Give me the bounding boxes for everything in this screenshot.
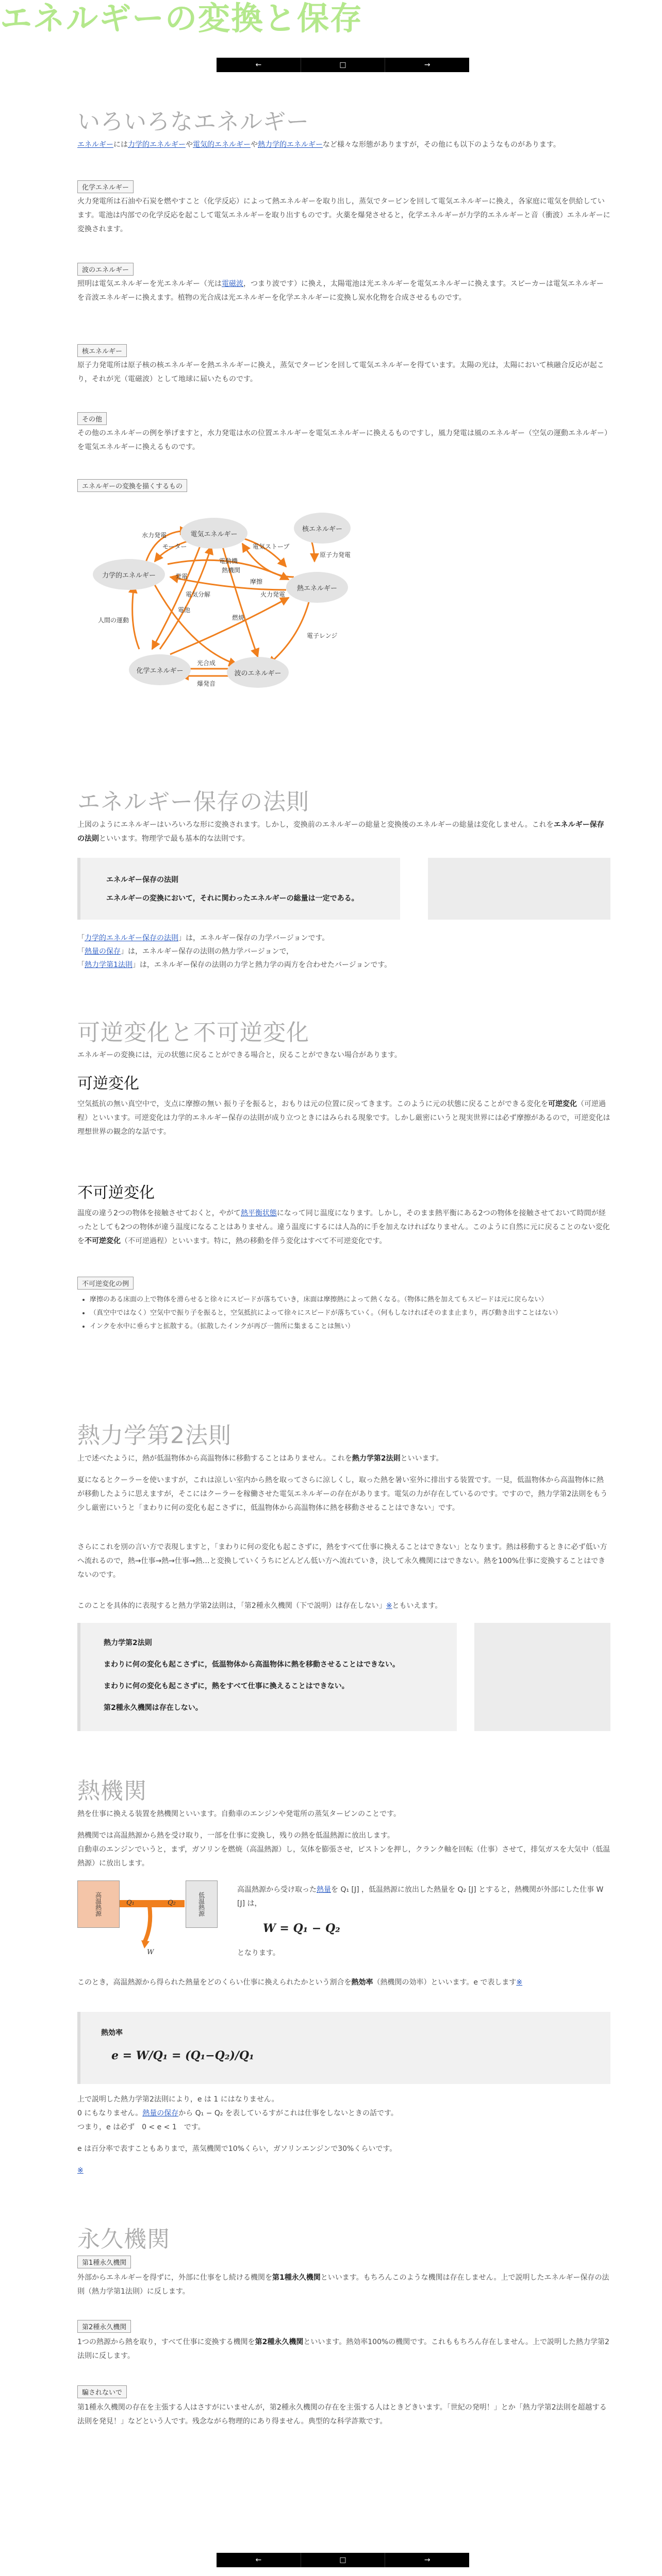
nav-home-button[interactable]: □ xyxy=(301,58,386,72)
conservation-refs: 「力学的エネルギー保存の法則」は，エネルギー保存の力学バージョンです。 「熱量の保存」は，エネルギー保存の法則の熱力学バージョンで， 「熱力学第1法則」は，エネルギー保存の法則の力学と熱力学の両方を合わせたバージョンです。 xyxy=(77,934,392,969)
section-title-perpetual: 永久機関 xyxy=(77,2226,170,2252)
second-law-p2: 夏になるとクーラーを使いますが，これは涼しい室内から熱を取ってさらに涼しくし，取った熱を暑い室外に排出する装置です。一見，低温物体から高温物体に熱が移動したように思えますが，そこにはクーラーを稼働させた電気エネルギーの存在があります。電気の力が存在しているのです。ですので，熱力学第2法則をもう少し厳密にいうと「まわりに何の変化も起こさずに，低温物体から高温物体に熱を移動させることはできない」です。 xyxy=(77,1476,608,1512)
heat-engine-side-tail: となります。 xyxy=(237,1949,280,1957)
wave-energy-text: 照明は電気エネルギーを光エネルギー（光は電磁波，つまり波です）に換え，太陽電池は光エネルギーを電気エネルギーに換えます。スピーカーは電気エネルギーを音波エネルギーに換えます。植物の光合成は光エネルギーを化学エネルギーに変換し炭水化物を合成させるものです。 xyxy=(77,280,604,302)
nav-prev-button[interactable]: ← xyxy=(217,58,301,72)
label-electric-stove: 電気ストーブ xyxy=(253,543,290,550)
formula-work: W = Q₁ − Q₂ xyxy=(263,1922,340,1935)
tag-energy-diagram: エネルギーの変換を描くするもの xyxy=(77,479,187,492)
tag-chemical-energy: 化学エネルギー xyxy=(77,180,134,193)
irreversible-text: 温度の違う2つの物体を接触させておくと，やがて熱平衡状態になって同じ温度になります。しかし，そのまま熱平衡にある2つの物体を接触させておいて時間が経ったとしても2つの物体が違う温度になることはありません。違う温度にするには人為的に手を加えなければなりません。このように自然に元に戻ることのない変化を不可逆変化（不可逆過程）といいます。特に，熱の移動を伴う変化はすべて不可逆変化です。 xyxy=(77,1209,610,1245)
node-nuclear-energy: 核エネルギー xyxy=(294,513,351,544)
section-title-conservation: エネルギー保存の法則 xyxy=(77,789,309,815)
node-electrical-energy: 電気エネルギー xyxy=(180,518,247,549)
second-law-p4: このことを具体的に表現すると熱力学第2法則は，「第2種永久機関（下で説明）は存在しない」※ともいえます。 xyxy=(77,1602,442,1610)
efficiency-formula: e = W/Q₁ = (Q₁−Q₂)/Q₁ xyxy=(111,2049,254,2062)
node-chemical-energy: 化学エネルギー xyxy=(129,654,191,685)
heat-engine-side-text: 高温熱源から受け取った熱量を Q₁ [J] ，低温熱源に放出した熱量を Q₂ [J] とすると，熱機関が外部にした仕事 W [J] は， xyxy=(237,1886,604,1908)
tag-wave-energy: 波のエネルギー xyxy=(77,263,134,276)
label-friction: 摩擦 xyxy=(250,578,263,585)
energy-conversion-diagram xyxy=(77,495,407,711)
tag-irreversible-examples: 不可逆変化の例 xyxy=(77,1277,134,1290)
label-microwave: 電子レンジ xyxy=(307,632,338,639)
heading-irreversible: 不可逆変化 xyxy=(77,1184,155,1202)
heading-reversible: 可逆変化 xyxy=(77,1075,139,1093)
link-heat-quantity[interactable]: 熱量 xyxy=(317,1886,331,1894)
arrow-heat-wave xyxy=(268,600,309,665)
page-title: エネルギーの変換と保存 xyxy=(0,0,363,37)
link-electrical-energy[interactable]: 電気的エネルギー xyxy=(193,141,251,149)
example-item: • （真空中ではなく）空気中で振り子を振ると，空気抵抗によって徐々にスピードが落ちていく。（何もしなければそのまま止まり，再び動き出すことはない） xyxy=(90,1307,623,1320)
example-item: • 摩擦のある床面の上で物体を滑らせると徐々にスピードが落ちていき，床面は摩擦熱によって熱くなる。（物体に熱を加えてもスピードは元に戻らない） xyxy=(90,1293,623,1307)
section-title-heat-engine: 熱機関 xyxy=(77,1778,147,1804)
second-law-p3: さらにこれを別の言い方で表現しますと，「まわりに何の変化も起こさずに，熱をすべて仕事に換えることはできない」となります。熱は移動するときに必ず低い方へ流れるので，熱→仕事→熱→仕事→熱…と変換していくうちにどんどん低い方へ流れていき，決して永久機関にはできない。熱を100%仕事に変換することはできないのです。 xyxy=(77,1543,607,1579)
label-thermal-power: 火力発電 xyxy=(260,591,286,598)
section-title-energies: いろいろなエネルギー xyxy=(77,109,309,135)
label-electric-motor: 電動機 xyxy=(219,557,238,565)
perpetual-first-text: 外部からエネルギーを得ずに，外部に仕事をし続ける機関を第1種永久機関といいます。もちろんこのような機関は存在しません。上で説明したエネルギー保存の法則（熱力学第1法則）に反します。 xyxy=(77,2274,609,2296)
label-electrolysis: 電気分解 xyxy=(186,591,211,598)
nuclear-energy-text: 原子力発電所は原子核の核エネルギーを熱エネルギーに換え，蒸気でタービンを回して電気エネルギーを得ています。太陽の光は，太陽において核融合反応が起こり，それが光（電磁波）として地球に届いたものです。 xyxy=(77,361,604,383)
label-explosion-sound: 爆発音 xyxy=(197,680,216,687)
second-law-box-line3: 第2種永久機関は存在しない。 xyxy=(104,1704,203,1712)
node-wave-energy: 波のエネルギー xyxy=(227,657,289,688)
label-q2: Q₂ xyxy=(168,1899,176,1907)
dont-be-fooled-text: 第1種永久機関の存在を主張する人はさすがにいませんが，第2種永久機関の存在を主張する人はときどきいます。「世紀の発明！」とか「熱力学第2法則を超越する法則を発見！」などという人です。残念ながら物理的にあり得ません。典型的な科学詐欺です。 xyxy=(77,2403,607,2426)
heat-engine-p1: 熱を仕事に換える装置を熱機関といいます。自動車のエンジンや発電所の蒸気タービンのことです。 xyxy=(77,1810,401,1818)
conservation-box-title: エネルギー保存の法則 xyxy=(106,876,178,884)
link-footnote[interactable]: ※ xyxy=(77,2166,84,2175)
second-law-box-line1: まわりに何の変化も起こさずに，低温物体から高温物体に熱を移動させることはできない。 xyxy=(104,1660,400,1669)
heat-engine-diagram xyxy=(77,1880,222,1968)
label-q1: Q₁ xyxy=(126,1899,135,1907)
link-heat-conservation[interactable]: 熱量の保存 xyxy=(85,947,121,956)
second-law-box-line2: まわりに何の変化も起こさずに，熱をすべて仕事に換えることはできない。 xyxy=(104,1682,349,1690)
tag-other: その他 xyxy=(77,412,107,425)
reversible-text: 空気抵抗の無い真空中で，支点に摩擦の無い 振り子を振ると，おもりは元の位置に戻ってきます。このように元の状態に戻ることができる変化を可逆変化（可逆過程）といいます。可逆変化は力学的エネルギー保存の法則が成り立つときにはみられる現象です。しかし厳密にいうと現実世界には必ず摩擦があるので，可逆変化は理想世界の観念的な話です。 xyxy=(77,1100,610,1136)
link-mechanical-energy[interactable]: 力学的エネルギー xyxy=(128,141,186,149)
link-mechanical-conservation[interactable]: 力学的エネルギー保存の法則 xyxy=(85,934,178,942)
bottom-nav-home-button[interactable]: □ xyxy=(301,2553,386,2567)
label-hydro-power: 水力発電 xyxy=(142,532,167,539)
node-heat-energy: 熱エネルギー xyxy=(286,572,348,603)
bottom-nav-prev-button[interactable]: ← xyxy=(217,2553,301,2567)
cold-reservoir: 低温熱源 xyxy=(186,1880,218,1928)
conservation-intro: 上図のようにエネルギーはいろいろな形に変換されます。しかし，変換前のエネルギーの総量と変換後のエネルギーの総量は変化しません。これをエネルギー保存の法則といいます。物理学で最も基本的な法則です。 xyxy=(77,821,604,843)
label-battery: 電池 xyxy=(178,606,191,614)
conservation-side-placeholder xyxy=(428,858,610,920)
efficiency-p6: 0 にもなりません。熱量の保存から Q₁ − Q₂ を表しているすがこれは仕事をしないときの話です。 xyxy=(77,2109,398,2117)
tag-perpetual-second: 第2種永久機関 xyxy=(77,2320,131,2333)
efficiency-p7: つまり，e は必ず 0 < e < 1 です。 xyxy=(77,2123,205,2131)
link-electromagnetic-wave[interactable]: 電磁波 xyxy=(222,280,243,288)
link-energy[interactable]: エネルギー xyxy=(77,141,113,149)
second-law-box-title: 熱力学第2法則 xyxy=(104,1639,152,1647)
heat-engine-p2: 熱機関では高温熱源から熱を受け取り，一部を仕事に変換し，残りの熱を低温熱源に放出します。 xyxy=(77,1832,394,1840)
bottom-nav-bar xyxy=(217,2553,469,2567)
link-thermal-equilibrium[interactable]: 熱平衡状態 xyxy=(240,1209,277,1217)
conservation-box-text: エネルギーの変換において，それに関わったエネルギーの総量は一定である。 xyxy=(106,894,359,903)
section-title-second-law: 熱力学第2法則 xyxy=(77,1422,231,1449)
heat-engine-note xyxy=(77,2164,610,2178)
label-heat-engine: 熱機関 xyxy=(222,567,241,574)
link-heat-conservation-2[interactable]: 熱量の保存 xyxy=(142,2109,179,2117)
example-item: • インクを水中に垂らすと拡散する。（拡散したインクが再び一箇所に集まることは無い） xyxy=(90,1320,623,1333)
tag-dont-be-fooled: 騙されないで xyxy=(77,2385,127,2398)
label-combustion: 燃焼 xyxy=(232,614,245,621)
heat-engine-p3: 自動車のエンジンでいうと，まず，ガソリンを燃焼（高温熱源）し，気体を膨張させ，ピストンを押し，クランク軸を回転（仕事）させて，排気ガスを大気中（低温熱源）に放出します。 xyxy=(77,1845,610,1868)
label-nuclear-power: 原子力発電 xyxy=(320,551,351,558)
perpetual-second-text: 1つの熱源から熱を取り，すべて仕事に変換する機関を第2種永久機関といいます。熱効率100%の機関です。これももちろん存在しません。上で説明した熱力学第2法則に反します。 xyxy=(77,2338,609,2360)
nav-next-button[interactable]: → xyxy=(424,61,431,69)
chemical-energy-text: 火力発電所は石油や石炭を燃やすこと（化学反応）によって熱エネルギーを取り出し，蒸気でタービンを回して電気エネルギーに換え，各家庭に電気を供給しています。電池は内部での化学反応を起こして電気エネルギーを取り出すものです。火薬を爆発させると，化学エネルギーが力学的エネルギーと音（衝波）エネルギーに変換されます。 xyxy=(77,197,610,233)
hot-reservoir: 高温熱源 xyxy=(77,1880,120,1928)
efficiency-p8: e は百分率で表すこともありまで，蒸気機関で10%くらい，ガソリンエンジンで30%くらいです。 xyxy=(77,2145,397,2153)
label-photosynthesis: 光合成 xyxy=(197,659,216,667)
efficiency-p5: 上で説明した熱力学第2法則により，e は 1 にはなりません。 xyxy=(77,2095,279,2104)
conservation-law-box xyxy=(77,858,400,920)
section-title-reversibility: 可逆変化と不可逆変化 xyxy=(77,1020,309,1046)
top-nav-bar xyxy=(217,58,469,72)
label-motor: モーター xyxy=(162,543,187,550)
energies-intro: エネルギーには力学的エネルギーや電気的エネルギーや熱力学的エネルギーなど様々な形態がありますが，その他にも以下のようなものがあります。 xyxy=(77,141,560,149)
second-law-side-placeholder xyxy=(474,1623,610,1731)
efficiency-box-title: 熱効率 xyxy=(101,2029,123,2037)
other-energy-text: その他のエネルギーの例を挙げますと，水力発電は水の位置エネルギーを電気エネルギーに換えるものですし，風力発電は風のエネルギー（空気の運動エネルギー）を電気エネルギーに換えるものです。 xyxy=(77,429,608,451)
tag-nuclear-energy: 核エネルギー xyxy=(77,344,127,357)
bottom-nav-next-button[interactable]: → xyxy=(424,2556,431,2564)
link-first-law[interactable]: 熱力学第1法則 xyxy=(85,961,133,969)
node-mechanical-energy: 力学的エネルギー xyxy=(93,559,165,590)
link-efficiency-note[interactable]: ※ xyxy=(516,1978,523,1987)
efficiency-text: このとき，高温熱源から得られた熱量をどのくらい仕事に換えられたかという割合を熱効率（熱機関の効率）といいます。e で表します※ xyxy=(77,1978,523,1987)
arrow-chem-mech xyxy=(133,585,139,649)
label-w: W xyxy=(147,1948,154,1956)
link-thermodynamic-energy[interactable]: 熱力学的エネルギー xyxy=(258,141,323,149)
efficiency-box xyxy=(77,2012,610,2084)
tag-perpetual-first: 第1種永久機関 xyxy=(77,2256,131,2268)
label-generation: 発電 xyxy=(175,573,188,580)
reversibility-intro: エネルギーの変換には，元の状態に戻ることができる場合と，戻ることができない場合があります。 xyxy=(77,1051,402,1059)
second-law-box xyxy=(77,1623,457,1731)
irreversible-examples-list xyxy=(77,1293,623,1333)
second-law-p1: 上で述べたように，熱が低温物体から高温物体に移動することはありません。これを熱力学第2法則といいます。 xyxy=(77,1454,443,1463)
link-note[interactable]: ※ xyxy=(386,1602,392,1610)
label-human-movement: 人間の運動 xyxy=(98,617,129,624)
